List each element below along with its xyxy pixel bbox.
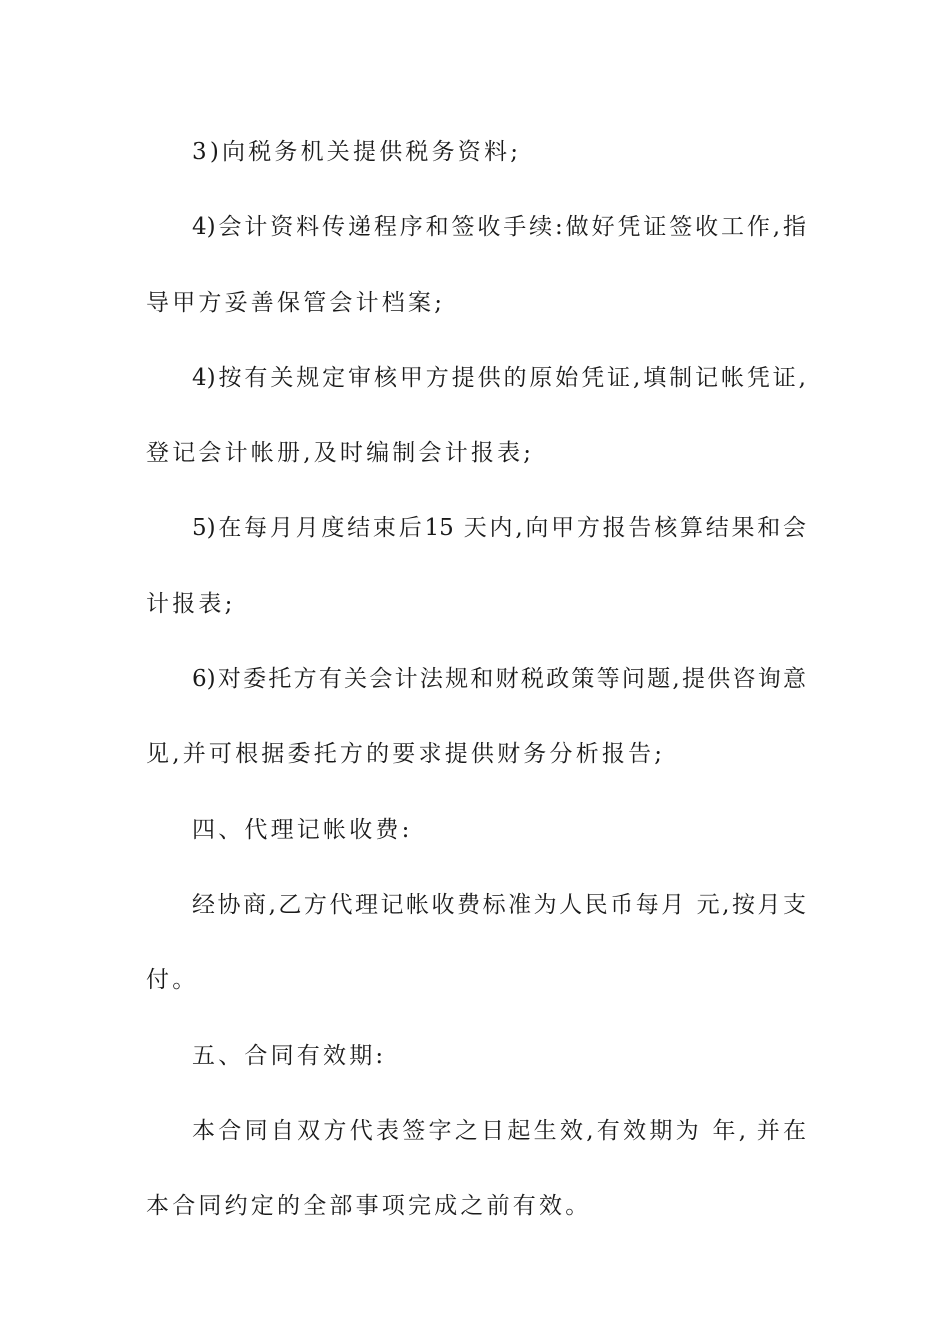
paragraph-line: 见,并可根据委托方的要求提供财务分析报告; xyxy=(146,741,666,767)
paragraph-line: 本合同约定的全部事项完成之前有效。 xyxy=(146,1193,592,1219)
paragraph-line: 导甲方妥善保管会计档案; xyxy=(146,290,446,316)
section-heading: 四、代理记帐收费: xyxy=(192,817,413,843)
paragraph-line: 3)向税务机关提供税务资料; xyxy=(192,139,522,165)
paragraph-line: 6)对委托方有关会计法规和财税政策等问题,提供咨询意 xyxy=(192,666,806,692)
paragraph-line: 计报表; xyxy=(146,591,236,617)
paragraph-line: 付。 xyxy=(146,967,199,993)
section-heading: 五、合同有效期: xyxy=(192,1043,387,1069)
paragraph-line: 经协商,乙方代理记帐收费标准为人民币每月 元,按月支 xyxy=(192,892,806,918)
paragraph-line: 5)在每月月度结束后15 天内,向甲方报告核算结果和会 xyxy=(192,515,806,541)
paragraph-line: 本合同自双方代表签字之日起生效,有效期为 年, 并在 xyxy=(192,1118,806,1144)
paragraph-line: 登记会计帐册,及时编制会计报表; xyxy=(146,440,535,466)
paragraph-line: 4)会计资料传递程序和签收手续:做好凭证签收工作,指 xyxy=(192,214,806,240)
paragraph-line: 4)按有关规定审核甲方提供的原始凭证,填制记帐凭证, xyxy=(192,365,806,391)
